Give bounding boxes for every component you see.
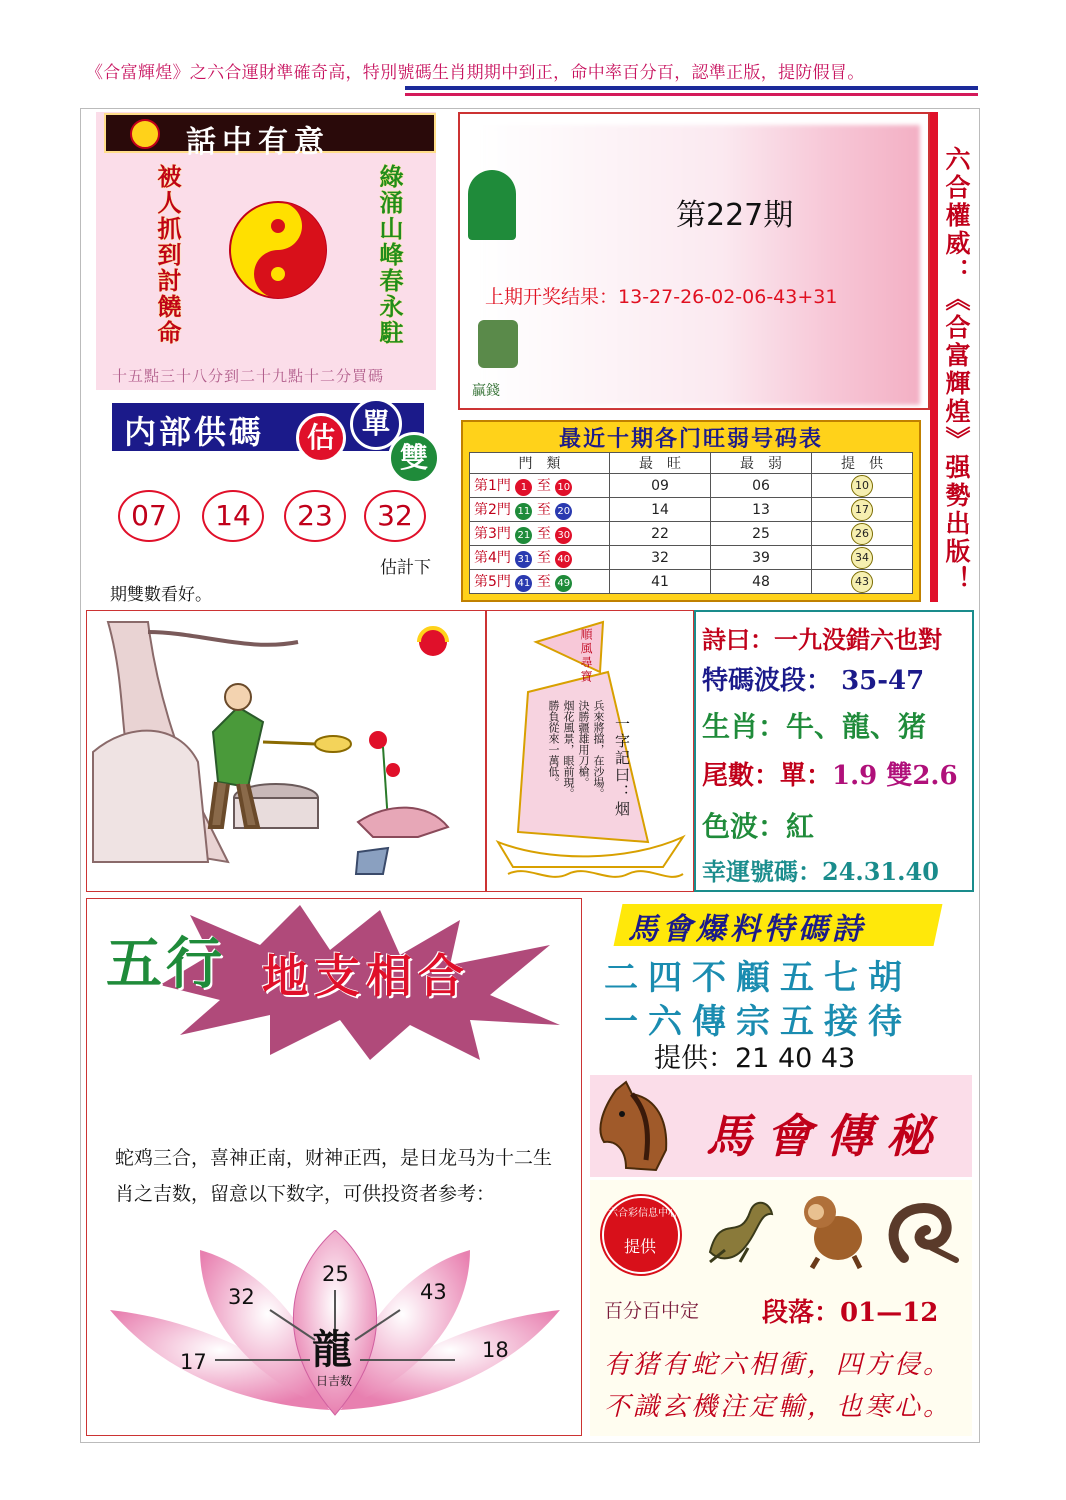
horse-poem-title: 馬會爆料特碼詩 xyxy=(628,912,866,947)
provide-cell: 17 xyxy=(812,498,913,522)
yinyang-icon xyxy=(228,200,328,300)
header-rule xyxy=(405,86,978,90)
tips-band xyxy=(702,660,924,697)
tips-lucky: 幸運號碼：24.31.40 xyxy=(702,857,939,886)
max-cell: 22 xyxy=(610,522,711,546)
sail-col-e: 勝負從來一萬低。 xyxy=(547,700,560,788)
horse-poem-line1: 二四不顧五七胡 xyxy=(604,958,912,998)
door-table-title: 最近十期各门旺弱号码表 xyxy=(558,427,823,452)
min-cell: 25 xyxy=(711,522,812,546)
table-row xyxy=(470,474,913,498)
internal-title: 内部供碼 xyxy=(124,413,265,451)
internal-number: 32 xyxy=(364,490,426,542)
lotus-number: 17 xyxy=(180,1350,207,1374)
tips-band-value: 35-47 xyxy=(841,666,925,696)
door-table-header xyxy=(470,453,913,474)
min-cell: 48 xyxy=(711,570,812,594)
secret-line1: 有猪有蛇六相衝，四方侵。 xyxy=(604,1350,953,1380)
min-cell: 06 xyxy=(711,474,812,498)
monkey-icon xyxy=(798,1188,870,1270)
hzyy-left-poem: 被人抓到討饒命 xyxy=(153,164,182,346)
sail-col-b: 兵來將擋，在沙場。 xyxy=(592,700,605,799)
lotus-caption: 日吉数 xyxy=(316,1374,353,1388)
max-cell: 41 xyxy=(610,570,711,594)
horse-poem-provide: 提供：21 40 43 xyxy=(654,1043,856,1074)
provide-cell: 34 xyxy=(812,546,913,570)
table-row xyxy=(470,570,913,594)
lotus-number: 32 xyxy=(228,1285,255,1309)
hzyy-right-poem: 綠涌山峰春永駐 xyxy=(375,164,404,346)
tips-tail: 尾數：單：1.9 雙2.6 xyxy=(702,761,958,791)
tips-color: 色波：紅 xyxy=(702,810,815,843)
header-rule-red xyxy=(405,93,978,96)
door-cell: 第2門 11 至 20 xyxy=(470,498,610,522)
table-row xyxy=(470,522,913,546)
header-banner: 《合富輝煌》之六合運財準確奇高，特別號碼生肖期期中到正，命中率百分百，認準正版，提防假冒。 xyxy=(86,63,865,83)
internal-note-left: 期雙數看好。 xyxy=(110,585,212,605)
house-logo-icon-2 xyxy=(478,320,518,368)
illustration xyxy=(88,612,484,890)
door-cell: 第5門 41 至 49 xyxy=(470,570,610,594)
col-header: 門 類 xyxy=(470,453,610,474)
internal-number: 14 xyxy=(202,490,264,542)
min-cell: 39 xyxy=(711,546,812,570)
max-cell: 32 xyxy=(610,546,711,570)
house-logo-icon xyxy=(468,170,516,240)
provide-cell: 26 xyxy=(812,522,913,546)
last-result xyxy=(485,282,837,309)
tips-band-label: 特碼波段： xyxy=(702,666,833,696)
lotus-number: 25 xyxy=(322,1262,349,1286)
sail-col-c: 決勝疆雄用刀槍。 xyxy=(577,700,590,788)
wuxing-title-a: 五行 xyxy=(106,931,226,997)
last-result-value: 13-27-26-02-06-43+31 xyxy=(618,286,838,308)
issue-period: 第227期 xyxy=(676,198,794,233)
door-table-wrap xyxy=(461,420,921,602)
hzyy-time-note: 十五點三十八分到二十九點十二分買碼 xyxy=(112,367,385,385)
horse-poem-line2: 一六傳宗五接待 xyxy=(604,1002,912,1042)
secret-seal-center: 提供 xyxy=(624,1237,657,1256)
table-row xyxy=(470,546,913,570)
door-cell: 第4門 31 至 40 xyxy=(470,546,610,570)
provide-cell: 43 xyxy=(812,570,913,594)
col-header: 最 弱 xyxy=(711,453,812,474)
sail-col-a: 一字記曰：烟 xyxy=(613,716,631,818)
issue-blur-bg xyxy=(480,125,920,405)
secret-segment: 段落：01—12 xyxy=(762,1298,939,1328)
hzyy-title: 話中有意 xyxy=(186,125,330,160)
secret-line2: 不識玄機注定輸，也寒心。 xyxy=(604,1392,953,1422)
tips-poem: 詩曰：一九没錯六也對 xyxy=(702,625,942,654)
last-result-label: 上期开奖结果： xyxy=(485,286,619,308)
internal-note-right: 估計下 xyxy=(380,558,431,578)
lotus-number: 43 xyxy=(420,1280,447,1304)
col-header: 最 旺 xyxy=(610,453,711,474)
door-cell: 第1門 1 至 10 xyxy=(470,474,610,498)
internal-numbers xyxy=(118,490,448,542)
max-cell: 14 xyxy=(610,498,711,522)
horse-icon xyxy=(596,1080,676,1172)
tips-zodiac: 生肖：牛、龍、猪 xyxy=(702,710,927,743)
badge-even: 雙 xyxy=(388,432,440,484)
wuxing-title-b: 地支相合 xyxy=(262,949,470,1003)
table-row xyxy=(470,498,913,522)
badge-odd: 單 xyxy=(350,398,402,450)
sail-col-d: 烟花風景，眼前現。 xyxy=(562,700,575,799)
door-cell: 第3門 21 至 30 xyxy=(470,522,610,546)
snake-icon xyxy=(884,1198,960,1270)
dragon-icon xyxy=(700,1192,780,1268)
max-cell: 09 xyxy=(610,474,711,498)
hzyy-logo-icon xyxy=(130,119,160,149)
col-header: 提 供 xyxy=(812,453,913,474)
secret-sure: 百分百中定 xyxy=(604,1300,700,1322)
wuxing-text: 蛇鸡三合，喜神正南，财神正西，是日龙马为十二生肖之吉数，留意以下数字，可供投资者参考： xyxy=(115,1147,553,1205)
lotus-number: 18 xyxy=(482,1338,509,1362)
internal-number: 07 xyxy=(118,490,180,542)
hzyy-title-bar xyxy=(104,113,436,160)
secret-title: 馬會傳秘 xyxy=(706,1109,946,1163)
issue-corner-text: 贏錢 xyxy=(472,383,500,399)
secret-seal xyxy=(602,1196,680,1274)
badge-guess: 估 xyxy=(296,413,346,463)
sail-flag: 順風尋寶 xyxy=(579,628,593,684)
door-table xyxy=(469,452,913,594)
side-banner-text: 六合權威：《合富輝煌》强勢出版！ xyxy=(942,146,971,594)
lotus-center: 龍 xyxy=(312,1326,352,1373)
provide-cell: 10 xyxy=(812,474,913,498)
side-banner xyxy=(930,112,976,602)
internal-number: 23 xyxy=(284,490,346,542)
secret-seal-text: 六合彩信息中心 xyxy=(608,1208,678,1219)
min-cell: 13 xyxy=(711,498,812,522)
